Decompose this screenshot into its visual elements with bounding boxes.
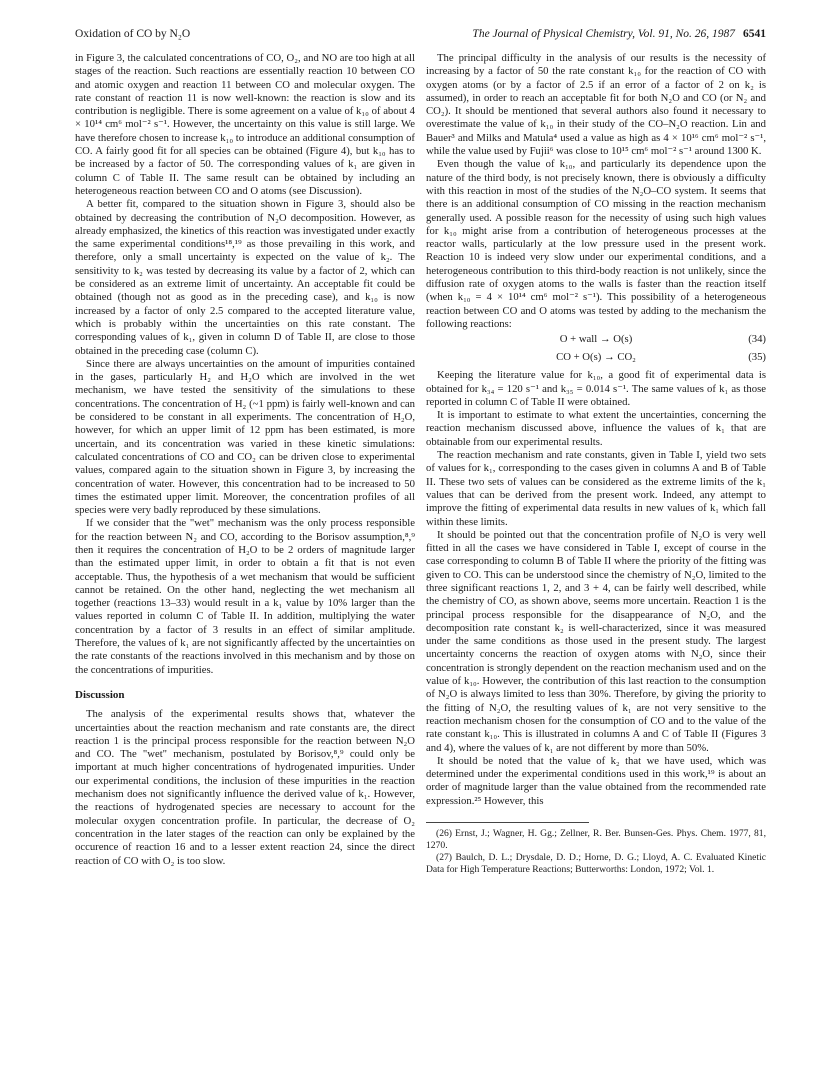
body-paragraph: Even though the value of k₁₀, and particularly its dependence upon the nature of the third body, is not precisely known, there is obviously a difficulty with this reaction in most of the studies of the N₂O–CO system. It seems that there is an additional consumption of CO missing in the reaction mechanism generally used. A possible reason for the necessity of using such high values for k₁₀ might arise from a contribution of heterogeneous processes at the reactor walls, particularly at the low pressure used in the present work. Reaction 10 is indeed very slow under our experimental conditions, and a heterogeneous contribution to this third-body reaction is not unlikely, since the diffusion rate of oxygen atoms to the walls is faster than the reaction itself (when k₁₀ = 4 × 10¹⁴ cm⁶ mol⁻² s⁻¹). This possibility of a heterogeneous reaction between CO and O atoms was tested by adding to the mechanism the following reactions: xyxy=(426,158,766,330)
equation-expression: CO + O(s) → CO₂ xyxy=(556,351,636,364)
body-paragraph: in Figure 3, the calculated concentrations of CO, O₂, and NO are too high at all stages of the reaction. Such reactions are essentially reaction 10 between CO and atomic oxygen and reaction 11 between CO and molecular oxygen. The rate constant of reaction 11 is now well-known: the reaction is slow and its contribution is negligible. There is some agreement on a value of k₁₀ of about 4 × 10¹⁴ cm⁶ mol⁻² s⁻¹. However, the uncertainty on this value is still large. We have therefore chosen to increase k₁₀ to introduce an additional consumption of CO. A fairly good fit for all species can be obtained (Figure 4), but k₁₀ has to be increased by a factor of 50. The corresponding values of k₁ are given in column C of Table II. The same result can be obtained by including an heterogeneous reaction between CO and O atoms (see Discussion). xyxy=(75,52,415,197)
footnote: (27) Baulch, D. L.; Drysdale, D. D.; Horne, D. G.; Lloyd, A. C. Evaluated Kinetic Data for High Temperature Reactions; Butterworths: London, 1972; Vol. 1. xyxy=(426,852,766,875)
page-number: 6541 xyxy=(743,28,766,40)
body-paragraph: The principal difficulty in the analysis of our results is the necessity of increasing by a factor of 50 the rate constant k₁₀ for the reaction of CO with oxygen atoms (or by a factor of 2.5 if an error of a factor of 2 on k₂ is assumed), in order to reach an acceptable fit for both N₂O and CO (or N₂ and CO₂). It should be mentioned that several authors also found it necessary to overestimate the value of k₁₀ in their study of the CO–N₂O reaction. Lin and Bauer³ and Milks and Matula⁴ used a value as high as 4 × 10¹⁶ cm⁶ mol⁻² s⁻¹, while the value used by Fujii⁶ was close to 10¹⁵ cm⁶ mol⁻² s⁻¹ around 1300 K. xyxy=(426,52,766,158)
body-paragraph: A better fit, compared to the situation shown in Figure 3, should also be obtained by decreasing the contribution of N₂O decomposition. However, as already emphasized, the kinetics of this reaction was investigated under exactly the same experimental conditions¹⁸,¹⁹ as those prevailing in this work, and therefore, only a small uncertainty is expected on the value of k₂. The sensitivity to k₂ was tested by decreasing its value by a factor of 2, which can be considered as an extreme limit of uncertainty. An acceptable fit could be obtained (though not as good as in the preceding case), and k₁₀ is now increased by a factor of only 2.5 compared to the accepted literature value, which is probably within the uncertainties on this rate constant. The corresponding values of k₁, given in column D of Table II, are close to those obtained in the preceding case (column C). xyxy=(75,198,415,357)
journal-citation xyxy=(472,28,766,40)
body-paragraph: If we consider that the "wet" mechanism was the only process responsible for the reaction between N₂ and CO, according to the Borisov assumption,⁸,⁹ then it requires the concentration of H₂O to be 2 orders of magnitude larger than the estimated upper limit, in order to obtain a fit that is not even acceptable. Thus, the hypothesis of a wet mechanism that would be sufficient cannot be retained. On the other hand, neglecting the wet mechanism all together (reactions 13–33) would result in a k₁ value by 10% larger than the values reported in column C of Table II. In addition, multiplying the water concentration by a factor of 3 results in an effect of similar amplitude. Therefore, the values of k₁ are not significantly affected by the uncertainties on the rate constants of the reactions involved in this mechanism and by those on the concentrations of impurities. xyxy=(75,517,415,676)
section-heading-discussion: Discussion xyxy=(75,688,125,701)
footnote-divider xyxy=(426,822,589,823)
running-title: Oxidation of CO by N₂O xyxy=(75,28,191,40)
body-paragraph: The analysis of the experimental results shows that, whatever the uncertainties about the reaction mechanism and rate constants are, the direct reaction 1 is the principal process responsible for the reaction between N₂O and CO. The "wet" mechanism, postulated by Borisov,⁸,⁹ could only be important at much higher concentrations of hydrogenated impurities. Under our experimental conditions, the inclusion of these impurities in the reaction mechanism does not significantly influence the derived value of k₁. However, the reactions of hydrogenated species are necessary to account for the molecular oxygen concentration profile. In particular, the decrease of O₂ concentration in the later stages of the reaction can only be explained by the occurence of reaction 16 and to a lesser extent reaction 24, since the direct reaction of CO with O₂ is too slow. xyxy=(75,708,415,867)
equation xyxy=(426,351,766,367)
body-paragraph: It is important to estimate to what extent the uncertainties, concerning the reaction mechanism discussed above, influence the values of k₁ that are obtainable from our experimental results. xyxy=(426,409,766,448)
right-column xyxy=(426,52,766,876)
body-paragraph: Keeping the literature value for k₁₀, a good fit of experimental data is obtained for k₃₄ = 120 s⁻¹ and k₃₅ = 0.014 s⁻¹. The same values of k₁ as those reported in column C of Table II were obtained. xyxy=(426,369,766,408)
left-column xyxy=(75,52,415,868)
body-paragraph: It should be pointed out that the concentration profile of N₂O is very well fitted in all the cases we have considered in Table I, except of course in the case corresponding to column B of Table II where the priority of the fitting was given to CO. This can be understood since the chemistry of N₂O, limited to the three significant reactions 1, 2, and 3 + 4, can be fairly well described, while the chemistry of CO, as shown above, seems more uncertain. Reaction 1 is the principal process responsible for the disappearance of N₂O, and the decomposition rate constant k₂ is well-characterized, since it was measured under the same conditions as those used in the present study. The largest uncertainty concerns the reaction of oxygen atoms with N₂O, since their concentration is strongly dependent on the reaction mechanism used and on the value of k₁₀. However, the contribution of this last reaction to the consumption of N₂O is always limited to less than 30%. Therefore, by giving the priority to the fitting of N₂O, the resulting values of k₁ are not very sensitive to the reaction mechanism chosen for the consumption of CO and to the value of the rate constant k₁₀. This is illustrated in columns A and C of Table II (Figures 3 and 4), where the values of k₁ are not different by more than 50%. xyxy=(426,528,766,754)
footnote: (26) Ernst, J.; Wagner, H. Gg.; Zellner, R. Ber. Bunsen-Ges. Phys. Chem. 1977, 81, 1270. xyxy=(426,828,766,851)
equation-expression: O + wall → O(s) xyxy=(559,333,633,346)
equation-number: (35) xyxy=(748,351,766,364)
equation xyxy=(426,333,766,349)
equation-number: (34) xyxy=(748,333,766,346)
running-header xyxy=(75,28,766,46)
body-paragraph: Since there are always uncertainties on the amount of impurities contained in the gases, particularly H₂ and H₂O which are involved in the wet mechanism, we have tested the sensitivity of the simulations to these concentrations. The concentration of H₂ (~1 ppm) is fairly well-known and can be considered to be constant in all experiments. The concentration of H₂O, however, for which an upper limit of 12 ppm has been estimated, is more uncertain, and its concentration was varied in these kinetic simulations: calculated concentrations of CO and CO₂ can be driven close to experimental values, compared again to the situation shown in Figure 3, by increasing the concentration of water. However, this concentration had to be increased to 50 times the estimated upper limit. Moreover, the concentration profiles of all species were very badly reproduced by these simulations. xyxy=(75,357,415,517)
journal-name: The Journal of Physical Chemistry, Vol. 91, No. 26, 1987 xyxy=(472,28,735,40)
body-paragraph: It should be noted that the value of k₂ that we have used, which was determined under the experimental conditions used in this work,¹⁹ is about an order of magnitude larger than the value obtained from the recommended rate expression.²⁵ However, this xyxy=(426,754,766,807)
body-paragraph: The reaction mechanism and rate constants, given in Table I, yield two sets of values for k₁, corresponding to the cases given in columns A and B of Table II. These two sets of values can be considered as the extreme limits of the k₁ values that can be derived from the present work. Indeed, any attempt to improve the fitting of experimental data results in new values of k₁ which fall within these limits. xyxy=(426,449,766,528)
